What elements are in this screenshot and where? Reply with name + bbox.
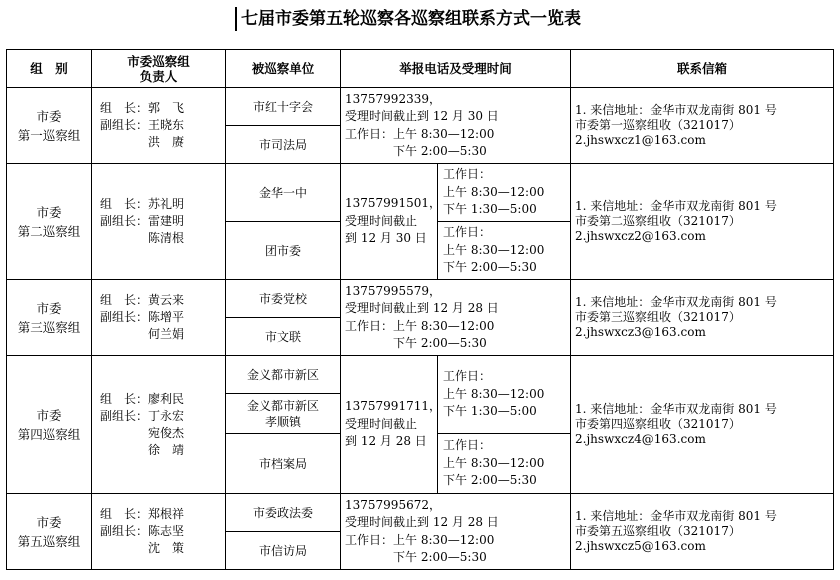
unit-line-1: 市档案局: [258, 456, 307, 471]
unit-line-1: 团市委: [264, 243, 301, 258]
work-time-cell: [438, 164, 571, 222]
leader-line-2: 副组长：雷建明: [100, 214, 185, 228]
group-name-line-1: 市委: [36, 300, 62, 316]
phone-line-3: 工作日：上午 8:30—12:00: [345, 318, 495, 333]
phone-line-1: 13757995672，: [345, 497, 441, 512]
phone-line-2: 受理时间截止到 12 月 30 日: [345, 109, 499, 123]
table-row: [7, 356, 834, 394]
leader-cell: [92, 356, 226, 494]
unit-cell: [226, 532, 341, 570]
phone-line-4: 下午 2:00—5:30: [345, 144, 487, 158]
work-time-line-1: 工作日：: [443, 438, 492, 453]
contact-cell: [571, 356, 834, 494]
phone-cell: [341, 356, 441, 494]
header-group: 组 别: [7, 50, 92, 88]
email-link[interactable]: 2.jhswxcz1@163.com: [575, 133, 706, 147]
work-time-cell: [438, 434, 571, 494]
unit-cell: [226, 356, 341, 394]
unit-line-1: 市文联: [264, 329, 301, 344]
unit-cell: [226, 494, 341, 532]
group-name-cell: [7, 280, 92, 356]
leader-line-3: 陈清根: [100, 231, 185, 245]
work-time-line-2: 上午 8:30—12:00: [443, 386, 545, 401]
leader-line-1: 组 长：黄云来: [100, 293, 185, 307]
leader-line-2: 副组长：陈增平: [100, 310, 185, 324]
phone-line-4: 下午 2:00—5:30: [345, 550, 487, 564]
contact-address-line: 市委第二巡察组收（321017）: [575, 214, 741, 228]
contact-address-line: 1. 来信地址：金华市双龙南街 801 号: [575, 295, 777, 309]
contact-table: [6, 49, 834, 570]
work-time-line-2: 上午 8:30—12:00: [443, 184, 545, 199]
header-phone: 举报电话及受理时间: [341, 50, 571, 88]
contact-cell: [571, 280, 834, 356]
leader-line-1: 组 长：苏礼明: [100, 197, 185, 211]
work-time-line-3: 下午 1:30—5:00: [443, 404, 537, 419]
email-link[interactable]: 2.jhswxcz4@163.com: [575, 432, 706, 446]
table-body: [7, 88, 834, 570]
header-leader: [92, 50, 226, 88]
phone-line-2: 受理时间截止: [345, 213, 418, 228]
work-time-line-1: 工作日：: [443, 225, 492, 240]
phone-line-3: 到 12 月 28 日: [345, 434, 427, 449]
unit-line-1: 金义都市新区: [246, 367, 319, 382]
contact-address-line: 1. 来信地址：金华市双龙南街 801 号: [575, 402, 777, 416]
unit-line-1: 市红十字会: [252, 99, 313, 114]
text-cursor: [235, 7, 237, 31]
unit-cell: [226, 222, 341, 280]
phone-line-1: 13757991501，: [345, 196, 441, 211]
contact-address-line: 市委第四巡察组收（321017）: [575, 417, 741, 431]
email-link[interactable]: 2.jhswxcz5@163.com: [575, 539, 706, 553]
work-time-line-1: 工作日：: [443, 167, 492, 182]
table-row: [7, 280, 834, 318]
phone-line-3: 到 12 月 30 日: [345, 231, 427, 246]
leader-line-3: 沈 策: [100, 541, 185, 555]
table-row: [7, 494, 834, 532]
group-name-cell: [7, 88, 92, 164]
table-row: [7, 88, 834, 126]
page-title: 七届市委第五轮巡察各巡察组联系方式一览表: [241, 9, 581, 29]
phone-line-1: 13757991711，: [345, 399, 441, 414]
contact-address-line: 1. 来信地址：金华市双龙南街 801 号: [575, 103, 777, 117]
leader-cell: [92, 88, 226, 164]
work-time-line-2: 上午 8:30—12:00: [443, 242, 545, 257]
header-leader-line-1: 市委巡察组: [127, 53, 190, 69]
header-row: [7, 50, 834, 88]
phone-line-2: 受理时间截止到 12 月 28 日: [345, 515, 499, 529]
contact-address-line: 1. 来信地址：金华市双龙南街 801 号: [575, 509, 777, 523]
email-link[interactable]: 2.jhswxcz2@163.com: [575, 229, 706, 243]
group-name-cell: [7, 494, 92, 570]
contact-cell: [571, 164, 834, 280]
group-name-line-1: 市委: [36, 407, 62, 423]
phone-cell: [341, 164, 441, 280]
group-name-line-2: 第一巡察组: [17, 127, 81, 143]
phone-line-1: 13757992339，: [345, 91, 441, 106]
unit-line-2: 孝顺镇: [264, 414, 301, 429]
table-row: [7, 164, 834, 222]
header-contact: 联系信箱: [571, 50, 834, 88]
group-name-line-2: 第四巡察组: [17, 426, 81, 442]
unit-cell: [226, 88, 341, 126]
unit-cell: [226, 318, 341, 356]
contact-cell: [571, 494, 834, 570]
contact-cell: [571, 88, 834, 164]
work-time-line-2: 上午 8:30—12:00: [443, 455, 545, 470]
unit-line-1: 金义都市新区: [246, 398, 319, 413]
leader-line-2: 副组长：丁永宏: [100, 408, 185, 423]
group-name-line-2: 第二巡察组: [17, 223, 81, 239]
phone-line-1: 13757995579，: [345, 283, 441, 298]
work-time-line-1: 工作日：: [443, 369, 492, 384]
contact-address-line: 1. 来信地址：金华市双龙南街 801 号: [575, 199, 777, 213]
unit-line-1: 市信访局: [258, 543, 307, 558]
unit-line-1: 市委政法委: [252, 505, 313, 520]
leader-line-2: 副组长：陈志坚: [100, 524, 185, 538]
group-name-cell: [7, 164, 92, 280]
contact-address-line: 市委第三巡察组收（321017）: [575, 310, 741, 324]
leader-cell: [92, 280, 226, 356]
email-link[interactable]: 2.jhswxcz3@163.com: [575, 325, 706, 339]
leader-line-3: 何兰娟: [100, 327, 185, 341]
group-name-line-2: 第五巡察组: [17, 533, 81, 549]
work-time-line-3: 下午 2:00—5:30: [443, 260, 537, 275]
phone-cell: [341, 494, 571, 570]
group-name-line-1: 市委: [36, 514, 62, 530]
unit-cell: [226, 164, 341, 222]
leader-line-1: 组 长：廖利民: [100, 391, 185, 406]
leader-cell: [92, 494, 226, 570]
phone-line-2: 受理时间截止到 12 月 28 日: [345, 301, 499, 315]
contact-address-line: 市委第五巡察组收（321017）: [575, 524, 741, 538]
group-name-cell: [7, 356, 92, 494]
work-time-line-3: 下午 1:30—5:00: [443, 202, 537, 217]
phone-line-4: 下午 2:00—5:30: [345, 336, 487, 350]
work-time-line-3: 下午 2:00—5:30: [443, 473, 537, 488]
leader-line-1: 组 长：郭 飞: [100, 101, 185, 115]
contact-address-line: 市委第一巡察组收（321017）: [575, 118, 741, 132]
phone-line-3: 工作日：上午 8:30—12:00: [345, 126, 495, 141]
unit-line-1: 市委党校: [258, 291, 307, 306]
unit-cell: [226, 126, 341, 164]
header-leader-line-2: 负责人: [139, 68, 178, 84]
phone-line-3: 工作日：上午 8:30—12:00: [345, 532, 495, 547]
phone-cell: [341, 280, 571, 356]
leader-line-2: 副组长：王晓东: [100, 118, 185, 132]
work-time-cell: [438, 222, 571, 280]
group-name-line-1: 市委: [36, 108, 62, 124]
leader-line-3: 宛俊杰: [100, 425, 185, 440]
group-name-line-2: 第三巡察组: [17, 319, 81, 335]
phone-line-2: 受理时间截止: [345, 416, 418, 431]
leader-line-4: 徐 靖: [100, 442, 185, 457]
header-unit: 被巡察单位: [226, 50, 341, 88]
leader-line-1: 组 长：郑根祥: [100, 507, 185, 521]
unit-cell: [226, 434, 341, 494]
work-time-cell: [438, 356, 571, 434]
leader-cell: [92, 164, 226, 280]
unit-cell: [226, 280, 341, 318]
group-name-line-1: 市委: [36, 204, 62, 220]
phone-cell: [341, 88, 571, 164]
unit-cell: [226, 394, 341, 434]
leader-line-3: 洪 赓: [100, 135, 185, 149]
unit-line-1: 金华一中: [258, 185, 307, 200]
unit-line-1: 市司法局: [258, 137, 307, 152]
